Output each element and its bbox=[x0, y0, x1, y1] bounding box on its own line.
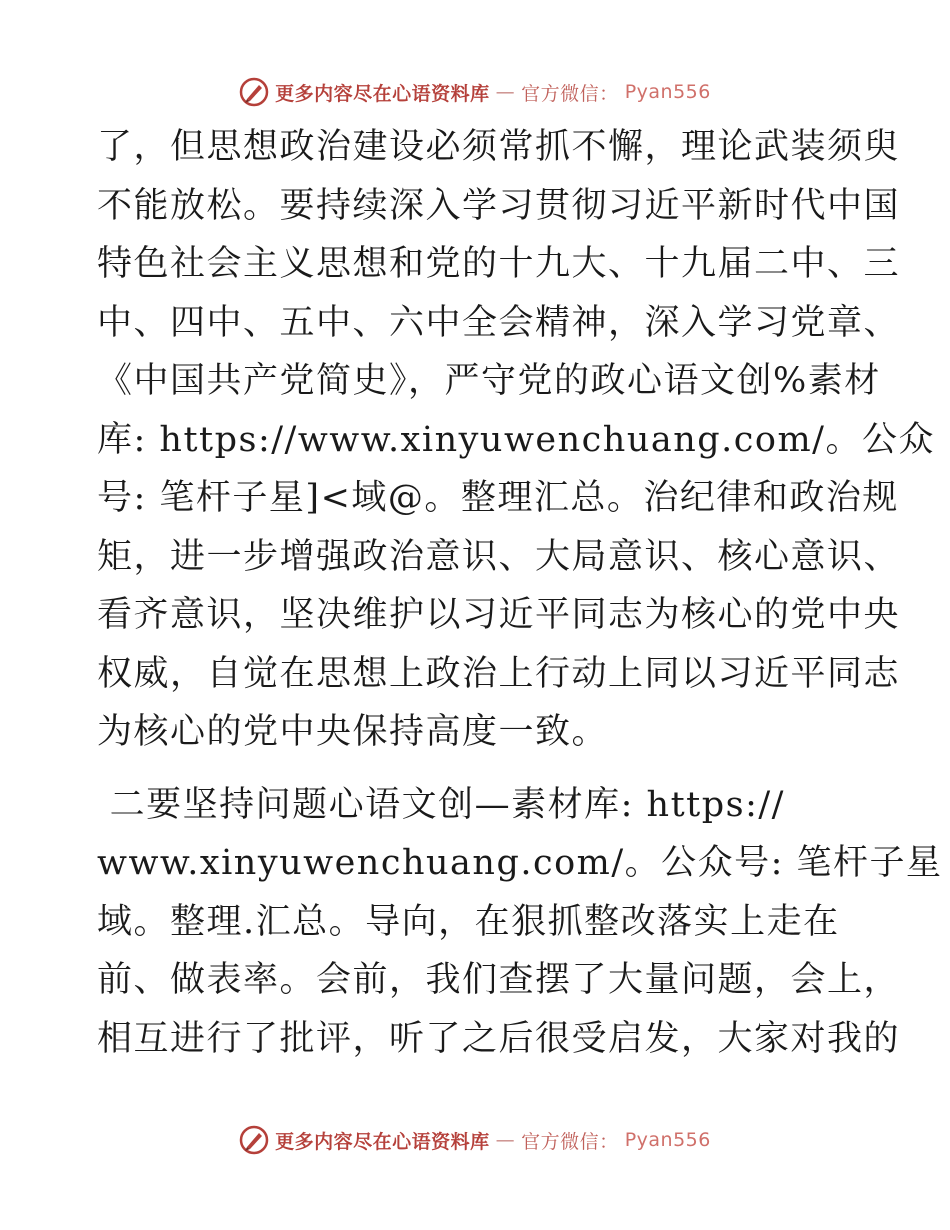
header-watermark-sub: 官方微信： bbox=[521, 82, 619, 105]
header-watermark-main: 更多内容尽在心语资料库 bbox=[275, 82, 490, 105]
text-line: 不能放松。要持续深入学习贯彻习近平新时代中国 bbox=[97, 185, 901, 226]
text-line: 权威，自觉在思想上政治上行动上同以习近平同志 bbox=[97, 653, 901, 694]
text-line: 库: https://www.xinyuwenchuang.com/。公众 bbox=[97, 419, 935, 460]
text-line: 号: 笔杆子星]<域@。整理汇总。治纪律和政治规 bbox=[97, 478, 899, 518]
paragraph-2 bbox=[97, 776, 943, 1069]
text-line: 矩，进一步增强政治意识、大局意识、核心意识、 bbox=[97, 536, 901, 577]
text-line: 《中国共产党简史》，严守党的政心语文创%素材 bbox=[97, 361, 881, 401]
text-line: 前、做表率。会前，我们查摆了大量问题，会上， bbox=[97, 960, 901, 1000]
header-watermark-dash: — bbox=[495, 81, 516, 103]
text-line: 相互进行了批评，听了之后很受启发，大家对我的 bbox=[97, 1018, 901, 1059]
footer-watermark bbox=[0, 1120, 950, 1160]
pen-logo-icon bbox=[239, 77, 269, 107]
text-line: 二要坚持问题心语文创—素材库: https:// bbox=[97, 784, 785, 825]
text-line: www.xinyuwenchuang.com/。公众号: 笔杆子星 bbox=[97, 843, 943, 883]
document-body bbox=[97, 118, 943, 1068]
header-watermark bbox=[0, 72, 950, 112]
footer-watermark-id: Pyan556 bbox=[624, 1129, 711, 1151]
footer-watermark-dash: — bbox=[495, 1129, 516, 1151]
paragraph-spacer bbox=[97, 762, 857, 776]
text-line: 了，但思想政治建设必须常抓不懈，理论武装须臾 bbox=[97, 127, 901, 167]
footer-watermark-sub: 官方微信： bbox=[521, 1130, 619, 1153]
text-line: 为核心的党中央保持高度一致。 bbox=[97, 712, 609, 752]
paragraph-1 bbox=[97, 118, 935, 762]
pen-logo-icon bbox=[239, 1125, 269, 1155]
text-line: 域。整理.汇总。导向，在狠抓整改落实上走在 bbox=[97, 901, 840, 942]
text-line: 特色社会主义思想和党的十九大、十九届二中、三 bbox=[97, 244, 901, 284]
text-line: 看齐意识，坚决维护以习近平同志为核心的党中央 bbox=[97, 595, 901, 635]
text-line: 中、四中、五中、六中全会精神，深入学习党章、 bbox=[97, 302, 901, 343]
header-watermark-id: Pyan556 bbox=[624, 81, 711, 103]
footer-watermark-main: 更多内容尽在心语资料库 bbox=[275, 1130, 490, 1153]
